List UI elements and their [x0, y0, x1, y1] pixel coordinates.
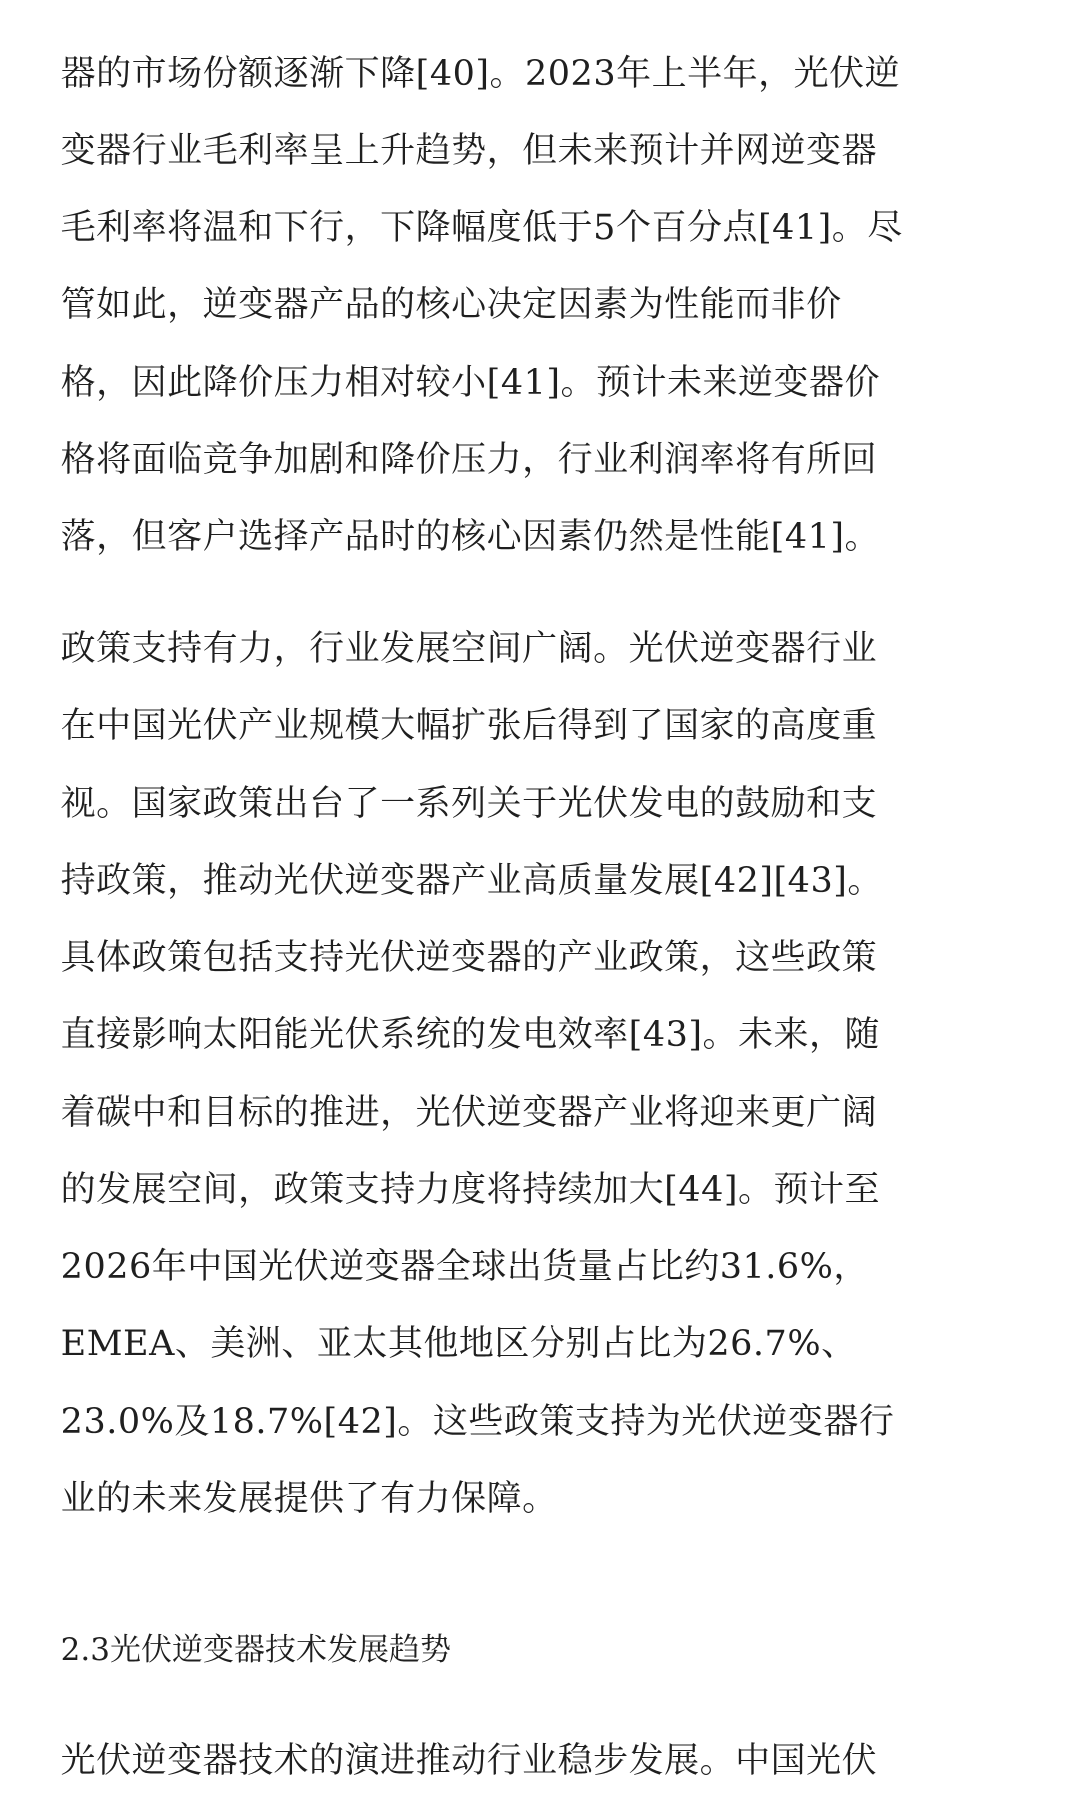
paragraph-line: 管如此，逆变器产品的核心决定因素为性能而非价 [60, 285, 842, 326]
paragraph-line: 格，因此降价压力相对较小[41]。预计未来逆变器价 [60, 362, 881, 403]
paragraph-line: 落，但客户选择产品时的核心因素仍然是性能[41]。 [60, 517, 881, 558]
paragraph-line: 政策支持有力，行业发展空间广阔。光伏逆变器行业 [60, 629, 878, 670]
paragraph-line: 视。国家政策出台了一系列关于光伏发电的鼓励和支 [60, 783, 878, 824]
paragraph-line: 光伏逆变器技术的演进推动行业稳步发展。中国光伏 [60, 1741, 878, 1782]
paragraph-line: 23.0%及18.7%[42]。这些政策支持为光伏逆变器行 [60, 1401, 895, 1442]
paragraph-line: 业的未来发展提供了有力保障。 [60, 1478, 558, 1519]
section-heading: 2.3光伏逆变器技术发展趋势 [60, 1632, 451, 1669]
paragraph-line: 2026年中国光伏逆变器全球出货量占比约31.6%， [60, 1247, 869, 1288]
paragraph-line: 器的市场份额逐渐下降[40]。2023年上半年，光伏逆 [60, 53, 901, 94]
paragraph-line: 在中国光伏产业规模大幅扩张后得到了国家的高度重 [60, 706, 878, 747]
paragraph-line: 变器行业毛利率呈上升趋势，但未来预计并网逆变器 [60, 130, 878, 171]
paragraph-line: 持政策，推动光伏逆变器产业高质量发展[42][43]。 [60, 860, 883, 901]
paragraph-line: 毛利率将温和下行，下降幅度低于5个百分点[41]。尽 [60, 208, 903, 249]
paragraph-line: 格将面临竞争加剧和降价压力，行业利润率将有所回 [60, 439, 878, 480]
paragraph-line: 具体政策包括支持光伏逆变器的产业政策，这些政策 [60, 938, 878, 979]
paragraph-line: 的发展空间，政策支持力度将持续加大[44]。预计至 [60, 1169, 881, 1210]
paragraph-line: 着碳中和目标的推进，光伏逆变器产业将迎来更广阔 [60, 1092, 878, 1133]
paragraph-line: 直接影响太阳能光伏系统的发电效率[43]。未来，随 [60, 1015, 881, 1056]
paragraph-line: EMEA、美洲、亚太其他地区分别占比为26.7%、 [60, 1324, 857, 1365]
